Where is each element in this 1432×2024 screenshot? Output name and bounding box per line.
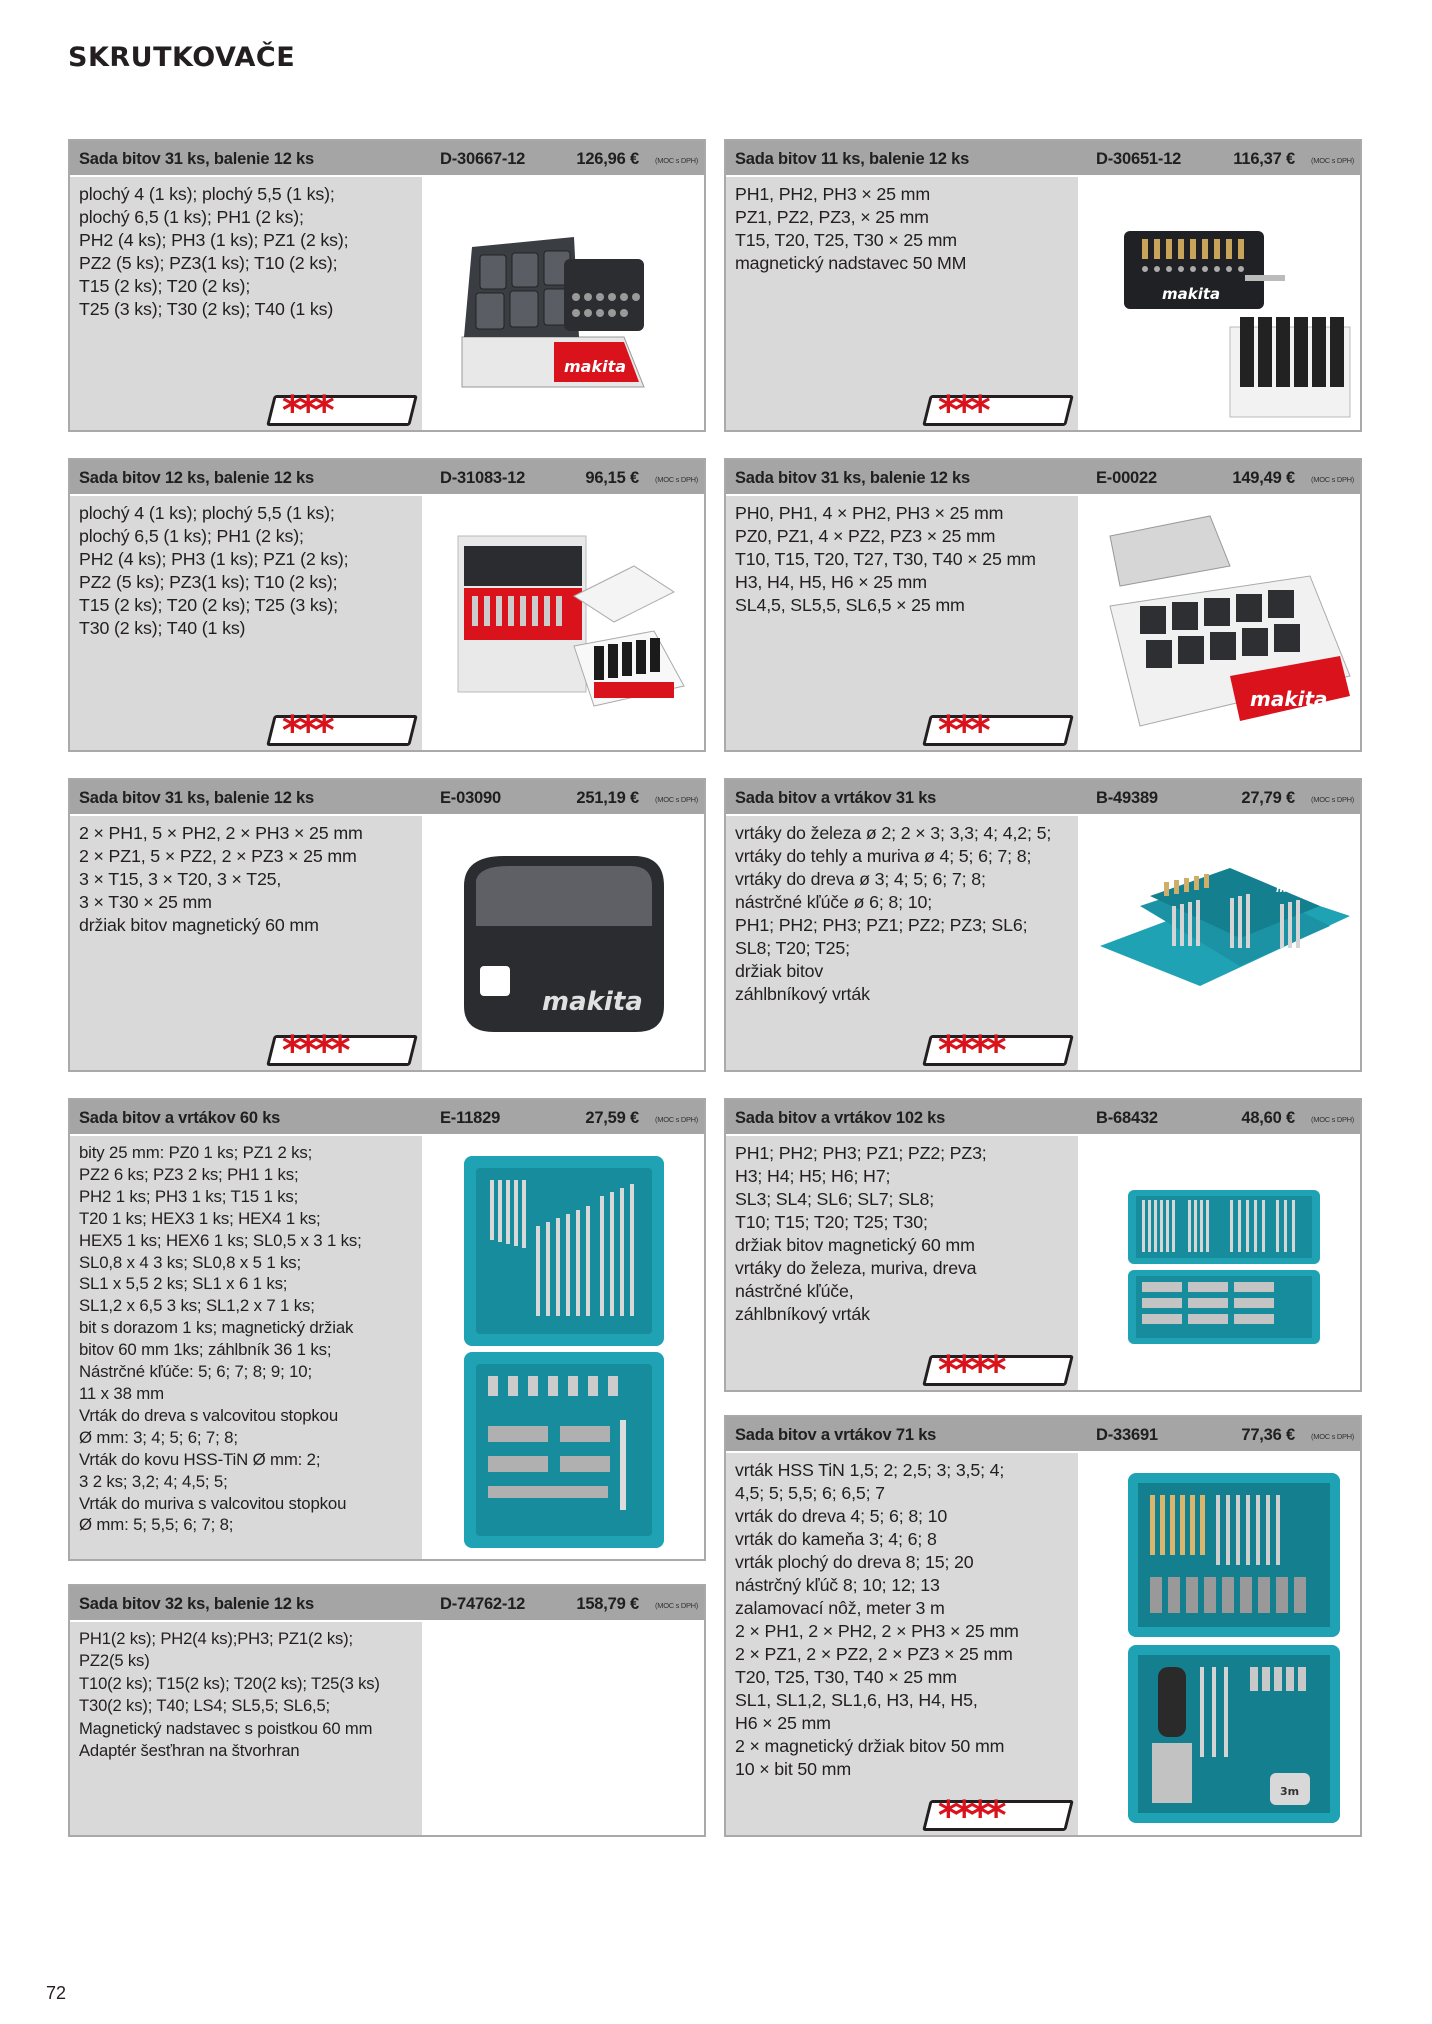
spec-line: SL1, SL1,2, SL1,6, H3, H4, H5,	[735, 1690, 978, 1710]
bit-set-display-box-image	[424, 177, 704, 430]
spec-line: PH1; PH2; PH3; PZ1; PZ2; PZ3; SL6;	[735, 915, 1028, 935]
product-image	[1080, 496, 1360, 750]
product-image	[1080, 1136, 1360, 1390]
vat-note: (MOC s DPH)	[655, 1601, 698, 1610]
quality-rating: ****	[922, 1800, 1074, 1831]
svg-text:makita: makita	[542, 987, 643, 1017]
spec-line: bit s dorazom 1 ks; magnetický držiak	[79, 1318, 354, 1338]
product-spec	[726, 816, 1080, 1070]
spec-line: PZ2(5 ks)	[79, 1651, 150, 1671]
bit-set-red-case-image	[424, 496, 704, 750]
spec-line: Vrták do muriva s valcovitou stopkou	[79, 1493, 347, 1513]
spec-line: zalamovací nôž, meter 3 m	[735, 1598, 945, 1618]
spec-line: 2 × PH1, 2 × PH2, 2 × PH3 × 25 mm	[735, 1621, 1019, 1641]
spec-line: 2 × PH1, 5 × PH2, 2 × PH3 × 25 mm	[79, 823, 363, 843]
product-spec	[726, 1136, 1080, 1390]
product-price: 116,37 €	[1233, 150, 1295, 168]
spec-line: vrtáky do železa, muriva, dreva	[735, 1258, 977, 1278]
spec-line: PH2 1 ks; PH3 1 ks; T15 1 ks;	[79, 1186, 299, 1206]
spec-line: PH1(2 ks); PH2(4 ks);PH3; PZ1(2 ks);	[79, 1629, 353, 1648]
teal-open-case-image	[424, 1136, 704, 1559]
quality-rating: ***	[266, 395, 418, 426]
spec-line: T10; T15; T20; T25; T30;	[735, 1212, 928, 1232]
spec-line: T15 (2 ks); T20 (2 ks); T25 (3 ks);	[79, 595, 338, 615]
product-image	[1080, 177, 1360, 430]
vat-note: (MOC s DPH)	[655, 156, 698, 165]
spec-line: magnetický nadstavec 50 MM	[735, 253, 967, 273]
quality-rating: ****	[922, 1355, 1074, 1386]
spec-line: 3 × T15, 3 × T20, 3 × T25,	[79, 869, 282, 889]
product-spec	[726, 496, 1080, 750]
product-price: 27,79 €	[1241, 789, 1295, 807]
spec-line: 3 × T30 × 25 mm	[79, 892, 212, 912]
spec-line: nástrčné kľúče,	[735, 1281, 854, 1301]
spec-line: T30 (2 ks); T40 (1 ks)	[79, 618, 246, 638]
product-price: 27,59 €	[585, 1109, 639, 1127]
battery-shaped-case-image	[424, 816, 704, 1070]
product-header	[70, 460, 704, 496]
product-code: D-74762-12	[440, 1595, 526, 1613]
spec-line: Adaptér šesťhran na štvorhran	[79, 1741, 300, 1761]
spec-line: držiak bitov	[735, 961, 824, 981]
product-name: Sada bitov a vrtákov 60 ks	[79, 1109, 281, 1127]
spec-line: 2 × PZ1, 2 × PZ2, 2 × PZ3 × 25 mm	[735, 1644, 1013, 1664]
vat-note: (MOC s DPH)	[655, 1115, 698, 1124]
product-price: 158,79 €	[576, 1595, 639, 1613]
spec-line: vrták do dreva 4; 5; 6; 8; 10	[735, 1506, 948, 1526]
product-name: Sada bitov 31 ks, balenie 12 ks	[79, 150, 315, 168]
product-card	[68, 139, 706, 432]
product-spec	[70, 1622, 424, 1835]
spec-line: T10(2 ks); T15(2 ks); T20(2 ks); T25(3 ks)	[79, 1673, 380, 1693]
product-image	[1080, 1453, 1360, 1835]
bit-set-makita-display-image	[1080, 496, 1360, 750]
product-name: Sada bitov a vrtákov 71 ks	[735, 1426, 937, 1444]
spec-line: vrtáky do železa ø 2; 2 × 3; 3,3; 4; 4,2; 5;	[735, 823, 1052, 843]
spec-line: plochý 4 (1 ks); plochý 5,5 (1 ks);	[79, 503, 335, 523]
product-image	[424, 177, 704, 430]
product-card	[724, 458, 1362, 752]
product-price: 251,19 €	[576, 789, 639, 807]
svg-text:makita: makita	[1250, 687, 1328, 711]
product-header	[70, 780, 704, 816]
svg-text:3m: 3m	[1280, 1785, 1300, 1798]
spec-line: bitov 60 mm 1ks; záhlbník 36 1 ks;	[79, 1340, 332, 1360]
vat-note: (MOC s DPH)	[1311, 1432, 1354, 1441]
spec-line: 2 × magnetický držiak bitov 50 mm	[735, 1736, 1005, 1756]
product-code: B-68432	[1096, 1109, 1158, 1127]
svg-text:makita: makita	[564, 357, 627, 376]
spec-line: SL1,2 x 6,5 3 ks; SL1,2 x 7 1 ks;	[79, 1296, 315, 1316]
spec-line: Nástrčné kľúče: 5; 6; 7; 8; 9; 10;	[79, 1362, 312, 1382]
spec-line: SL8; T20; T25;	[735, 938, 850, 958]
product-header	[70, 1586, 704, 1622]
vat-note: (MOC s DPH)	[1311, 1115, 1354, 1124]
section-title: SKRUTKOVAČE	[68, 42, 296, 73]
product-card	[724, 778, 1362, 1072]
bit-set-case-image	[1080, 177, 1360, 430]
product-card	[724, 1415, 1362, 1837]
spec-line: Ø mm: 3; 4; 5; 6; 7; 8;	[79, 1427, 238, 1447]
spec-line: PZ2 (5 ks); PZ3(1 ks); T10 (2 ks);	[79, 572, 338, 592]
spec-line: PZ1, PZ2, PZ3, × 25 mm	[735, 207, 929, 227]
product-name: Sada bitov 11 ks, balenie 12 ks	[735, 150, 970, 168]
product-header	[726, 460, 1360, 496]
product-code: B-49389	[1096, 789, 1158, 807]
spec-line: H6 × 25 mm	[735, 1713, 831, 1733]
spec-line: HEX5 1 ks; HEX6 1 ks; SL0,5 x 3 1 ks;	[79, 1230, 362, 1250]
product-name: Sada bitov 31 ks, balenie 12 ks	[79, 789, 315, 807]
spec-line: PZ2 6 ks; PZ3 2 ks; PH1 1 ks;	[79, 1164, 299, 1184]
product-card	[68, 458, 706, 752]
spec-line: T10, T15, T20, T27, T30, T40 × 25 mm	[735, 549, 1036, 569]
quality-rating: ***	[266, 715, 418, 746]
product-code: D-31083-12	[440, 469, 526, 487]
product-card	[68, 778, 706, 1072]
spec-line: PZ2 (5 ks); PZ3(1 ks); T10 (2 ks);	[79, 253, 338, 273]
vat-note: (MOC s DPH)	[1311, 475, 1354, 484]
spec-line: plochý 4 (1 ks); plochý 5,5 (1 ks);	[79, 184, 335, 204]
spec-line: vrták plochý do dreva 8; 15; 20	[735, 1552, 974, 1572]
teal-double-case-image	[1080, 1136, 1360, 1390]
product-code: D-30667-12	[440, 150, 526, 168]
spec-line: držiak bitov magnetický 60 mm	[79, 915, 319, 935]
product-header	[726, 141, 1360, 177]
spec-line: PH1; PH2; PH3; PZ1; PZ2; PZ3;	[735, 1143, 987, 1163]
product-name: Sada bitov a vrtákov 102 ks	[735, 1109, 946, 1127]
spec-line: PZ0, PZ1, 4 × PZ2, PZ3 × 25 mm	[735, 526, 996, 546]
spec-line: T15 (2 ks); T20 (2 ks);	[79, 276, 251, 296]
spec-line: Vrták do kovu HSS-TiN Ø mm: 2;	[79, 1449, 321, 1469]
product-card	[68, 1584, 706, 1837]
quality-rating: ***	[922, 395, 1074, 426]
spec-line: Vrták do dreva s valcovitou stopkou	[79, 1405, 339, 1425]
svg-text:makita: makita	[1276, 884, 1315, 895]
spec-line: T15, T20, T25, T30 × 25 mm	[735, 230, 957, 250]
product-spec	[726, 1453, 1080, 1835]
spec-line: SL0,8 x 4 3 ks; SL0,8 x 5 1 ks;	[79, 1252, 302, 1272]
product-header	[726, 1417, 1360, 1453]
spec-line: PH2 (4 ks); PH3 (1 ks); PZ1 (2 ks);	[79, 549, 349, 569]
spec-line: záhlbníkový vrták	[735, 984, 870, 1004]
spec-line: T20 1 ks; HEX3 1 ks; HEX4 1 ks;	[79, 1208, 321, 1228]
product-header	[726, 1100, 1360, 1136]
spec-line: vrták HSS TiN 1,5; 2; 2,5; 3; 3,5; 4;	[735, 1460, 1005, 1480]
product-header	[70, 1100, 704, 1136]
product-header	[726, 780, 1360, 816]
spec-line: T25 (3 ks); T30 (2 ks); T40 (1 ks)	[79, 299, 334, 319]
spec-line: Ø mm: 5; 5,5; 6; 7; 8;	[79, 1515, 234, 1535]
product-name: Sada bitov 12 ks, balenie 12 ks	[79, 469, 315, 487]
quality-rating: ***	[922, 715, 1074, 746]
quality-rating: ****	[922, 1035, 1074, 1066]
product-code: E-00022	[1096, 469, 1157, 487]
spec-line: T20, T25, T30, T40 × 25 mm	[735, 1667, 957, 1687]
spec-line: 3 2 ks; 3,2; 4; 4,5; 5;	[79, 1471, 228, 1491]
product-card	[724, 1098, 1362, 1392]
vat-note: (MOC s DPH)	[1311, 795, 1354, 804]
page-number: 72	[46, 1983, 67, 2003]
product-name: Sada bitov 31 ks, balenie 12 ks	[735, 469, 971, 487]
spec-line: PH2 (4 ks); PH3 (1 ks); PZ1 (2 ks);	[79, 230, 349, 250]
product-image	[424, 816, 704, 1070]
svg-text:makita: makita	[1162, 285, 1221, 303]
spec-line: SL4,5, SL5,5, SL6,5 × 25 mm	[735, 595, 965, 615]
product-price: 77,36 €	[1241, 1426, 1295, 1444]
vat-note: (MOC s DPH)	[1311, 156, 1354, 165]
product-card	[68, 1098, 706, 1561]
product-image	[424, 496, 704, 750]
product-image	[1080, 816, 1360, 1070]
product-card	[724, 139, 1362, 432]
product-image	[424, 1622, 704, 1835]
spec-line: plochý 6,5 (1 ks); PH1 (2 ks);	[79, 526, 304, 546]
spec-line: držiak bitov magnetický 60 mm	[735, 1235, 975, 1255]
spec-line: PH1, PH2, PH3 × 25 mm	[735, 184, 930, 204]
product-price: 96,15 €	[585, 469, 639, 487]
product-spec	[726, 177, 1080, 430]
product-spec	[70, 1136, 424, 1559]
product-code: E-11829	[440, 1109, 501, 1127]
spec-line: bity 25 mm: PZ0 1 ks; PZ1 2 ks;	[79, 1143, 313, 1162]
spec-line: SL3; SL4; SL6; SL7; SL8;	[735, 1189, 935, 1209]
product-code: D-33691	[1096, 1426, 1158, 1444]
product-code: E-03090	[440, 789, 501, 807]
spec-line: plochý 6,5 (1 ks); PH1 (2 ks);	[79, 207, 304, 227]
product-spec	[70, 816, 424, 1070]
spec-line: Magnetický nadstavec s poistkou 60 mm	[79, 1718, 373, 1738]
teal-drill-case-image	[1080, 816, 1360, 1070]
teal-tool-case-image	[1080, 1453, 1360, 1835]
product-code: D-30651-12	[1096, 150, 1182, 168]
product-spec	[70, 496, 424, 750]
product-name: Sada bitov 32 ks, balenie 12 ks	[79, 1595, 315, 1613]
spec-line: T30(2 ks); T40; LS4; SL5,5; SL6,5;	[79, 1696, 331, 1716]
spec-line: SL1 x 5,5 2 ks; SL1 x 6 1 ks;	[79, 1274, 288, 1294]
spec-line: vrtáky do tehly a muriva ø 4; 5; 6; 7; 8;	[735, 846, 1032, 866]
product-price: 149,49 €	[1232, 469, 1295, 487]
product-price: 48,60 €	[1241, 1109, 1295, 1127]
vat-note: (MOC s DPH)	[655, 795, 698, 804]
quality-rating: ****	[266, 1035, 418, 1066]
product-image	[424, 1136, 704, 1559]
spec-line: 10 × bit 50 mm	[735, 1759, 852, 1779]
spec-line: záhlbníkový vrták	[735, 1304, 870, 1324]
spec-line: 11 x 38 mm	[79, 1383, 164, 1403]
product-header	[70, 141, 704, 177]
spec-line: vrták do kameňa 3; 4; 6; 8	[735, 1529, 937, 1549]
product-name: Sada bitov a vrtákov 31 ks	[735, 789, 937, 807]
spec-line: H3; H4; H5; H6; H7;	[735, 1166, 891, 1186]
product-price: 126,96 €	[576, 150, 639, 168]
vat-note: (MOC s DPH)	[655, 475, 698, 484]
spec-line: vrtáky do dreva ø 3; 4; 5; 6; 7; 8;	[735, 869, 986, 889]
spec-line: nástrčné kľúče ø 6; 8; 10;	[735, 892, 932, 912]
product-spec	[70, 177, 424, 430]
spec-line: PH0, PH1, 4 × PH2, PH3 × 25 mm	[735, 503, 1004, 523]
spec-line: H3, H4, H5, H6 × 25 mm	[735, 572, 927, 592]
spec-line: nástrčný kľúč 8; 10; 12; 13	[735, 1575, 940, 1595]
spec-line: 4,5; 5; 5,5; 6; 6,5; 7	[735, 1483, 885, 1503]
spec-line: 2 × PZ1, 5 × PZ2, 2 × PZ3 × 25 mm	[79, 846, 357, 866]
